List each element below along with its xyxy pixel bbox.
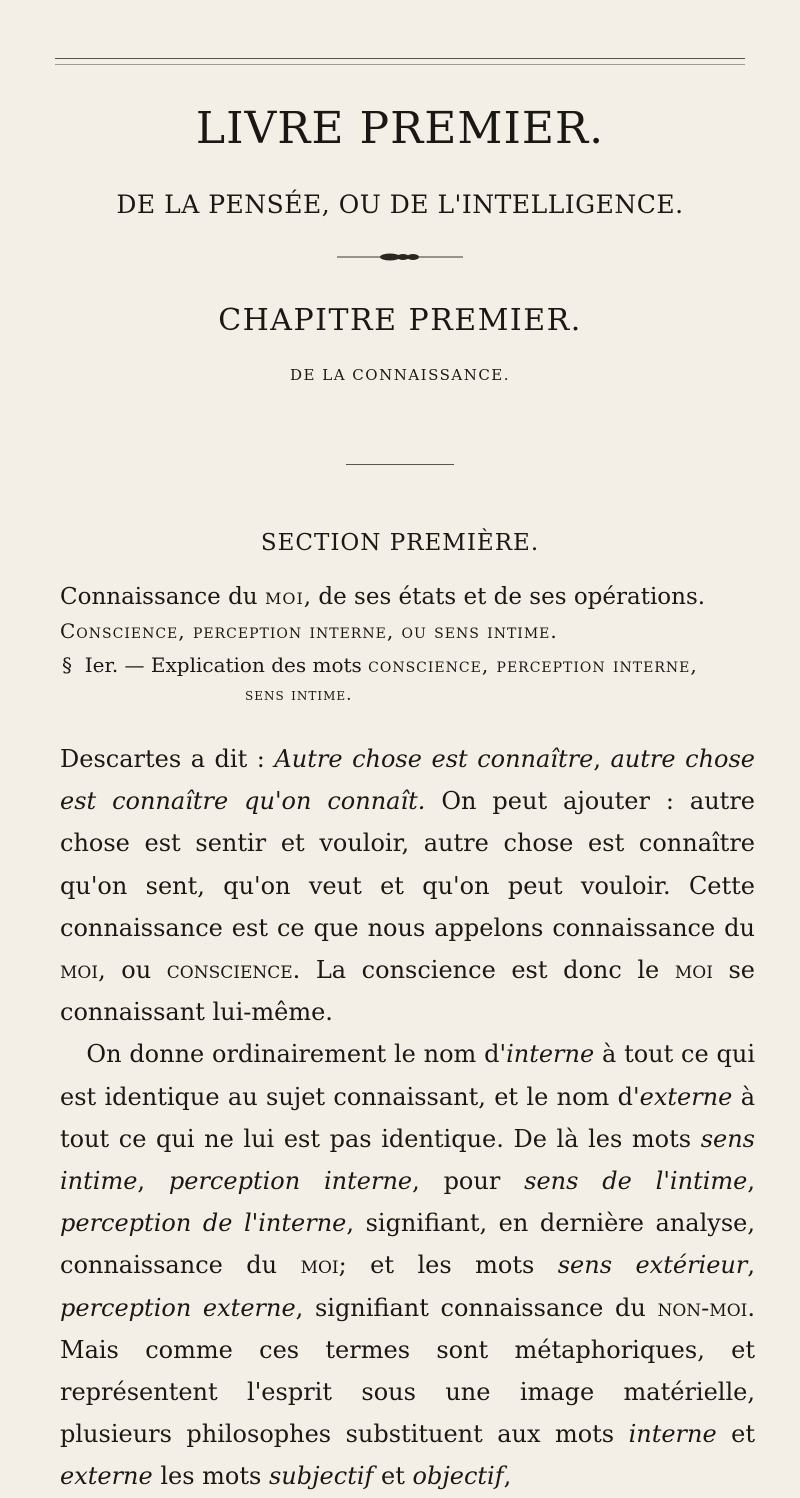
summary-line-1: Connaissance du moi, de ses états et de ses opérations. — [60, 584, 706, 610]
summary-line-2: Conscience, perception interne, ou sens intime. — [60, 619, 558, 643]
body-text — [60, 738, 755, 1498]
top-rule-thin — [55, 64, 745, 65]
top-rule — [55, 58, 745, 59]
livre-title: LIVRE PREMIER. — [195, 103, 605, 154]
paragraph-2: On donne ordinairement le nom d'interne à tout ce qui est identique au sujet connaissant, et le nom d'externe à tout ce qui ne lui est pas identique. De là les mots sens intime, perception interne, pour sens de l'intime, perception de l'interne, signifiant, en dernière analyse, connaissance du moi; et les mots sens extérieur, perception externe, signifiant connaissance du non-moi. Mais comme ces termes sont métaphoriques, et représentent l'esprit sous une image matérielle, plusieurs philosophes substituent aux mots interne et externe les mots subjectif et objectif, — [60, 1040, 755, 1491]
paragraph-heading: § Ier. — Explication des mots conscience, perception interne, sens intime. — [62, 653, 698, 705]
section-rule — [346, 464, 454, 465]
chapitre-title: CHAPITRE PREMIER. — [218, 303, 582, 338]
section-title: SECTION PREMIÈRE. — [260, 530, 540, 556]
livre-subtitle: DE LA PENSÉE, OU DE L'INTELLIGENCE. — [116, 190, 684, 219]
chapitre-subtitle: DE LA CONNAISSANCE. — [289, 366, 511, 384]
section-summary — [60, 580, 740, 648]
section-symbol: § — [62, 653, 72, 677]
ornament-divider — [335, 250, 465, 264]
paragraph-1: Descartes a dit : Autre chose est connaître, autre chose est connaître qu'on connaît. On peut ajouter : autre chose est sentir et vouloir, autre chose est connaître qu'on sent, qu'on veut et qu'on peut vouloir. Cette connaissance est ce que nous appelons connaissance du moi, ou conscience. La conscience est donc le moi se connaissant lui-même. — [60, 745, 756, 1027]
